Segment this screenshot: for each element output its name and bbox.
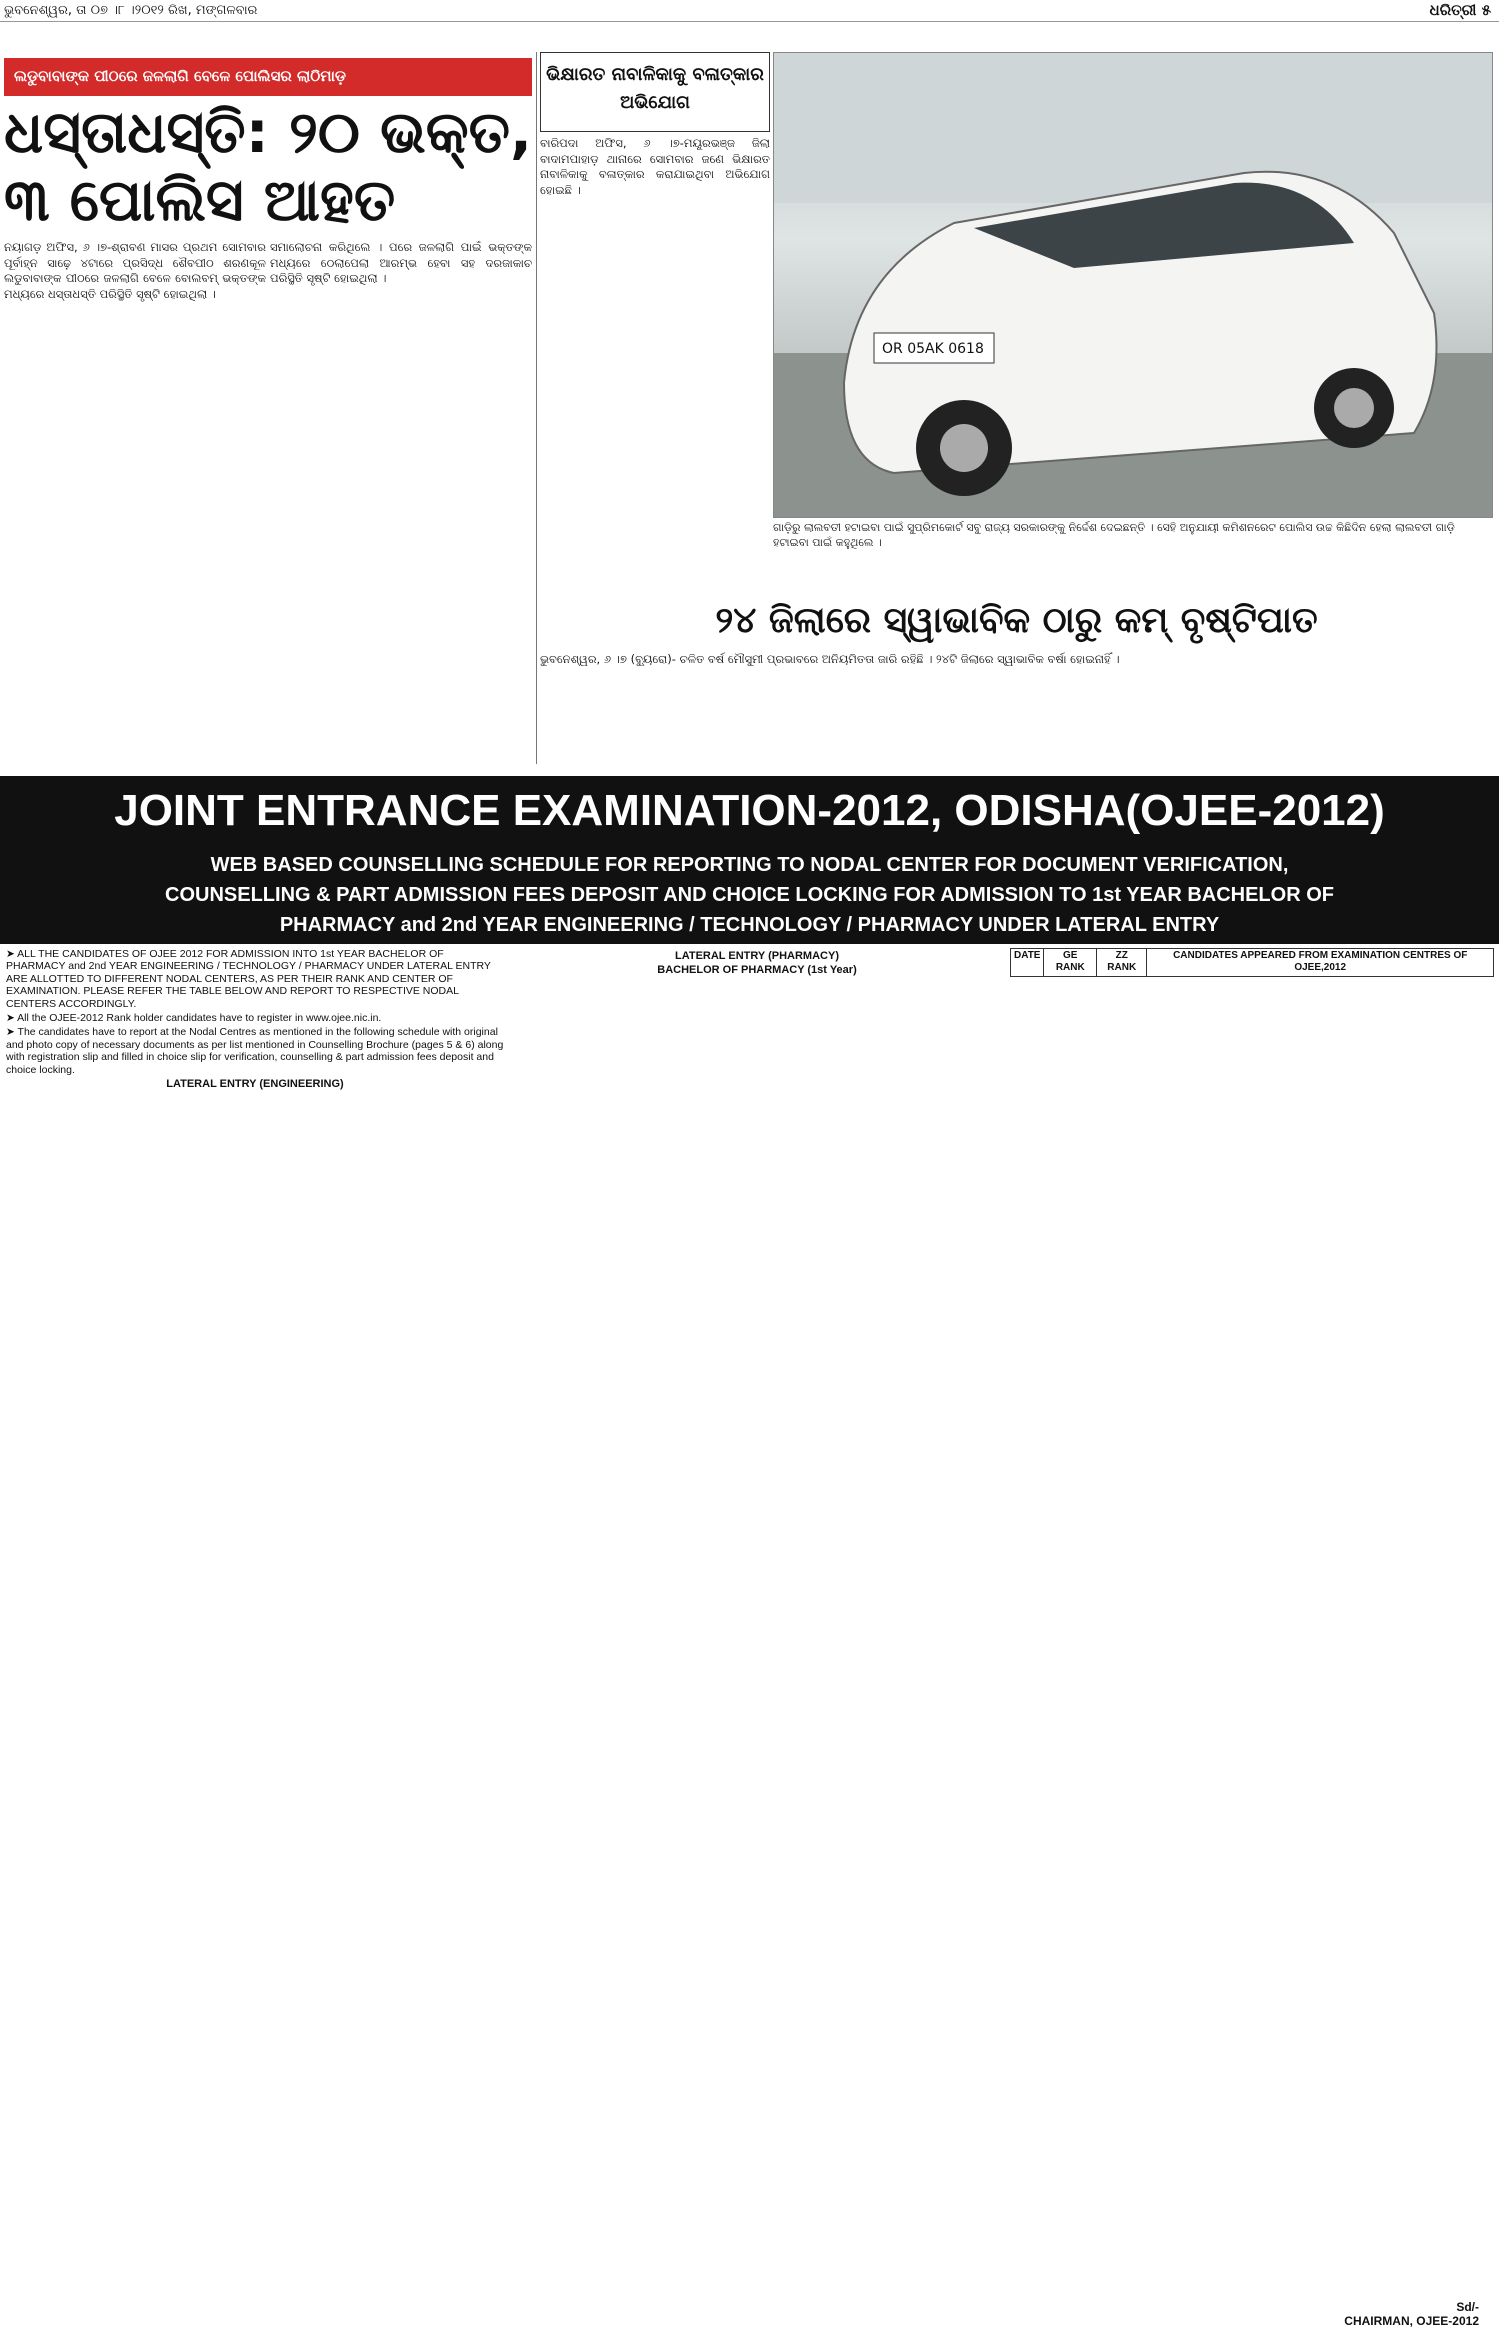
ojee-column-2 <box>508 948 1006 2328</box>
ojee-notes <box>6 948 504 1076</box>
story3-headline: ୨୪ ଜିଲାରେ ସ୍ୱାଭାବିକ ଠାରୁ କମ୍ ବୃଷ୍ଟିପାତ <box>715 600 1318 641</box>
car-photo <box>773 52 1493 518</box>
ojee-title: JOINT ENTRANCE EXAMINATION-2012, ODISHA(OJEE-2012) <box>0 776 1499 846</box>
story2-headline: ଭିକ୍ଷାରତ ନାବାଳିକାକୁ ବଳାତ୍କାର ଅଭିଯୋଗ <box>540 52 770 132</box>
col-candidates: CANDIDATES APPEARED FROM EXAMINATION CENTRES OF OJEE,2012 <box>1147 949 1494 977</box>
bpharm-title: BACHELOR OF PHARMACY (1st Year) <box>657 964 857 977</box>
story1-headline-line1: ଧସ୍ତାଧସ୍ତି: ୨୦ ଭକ୍ତ, <box>4 98 532 166</box>
ojee-subtitle-line2: COUNSELLING & PART ADMISSION FEES DEPOSIT AND CHOICE LOCKING FOR ADMISSION TO 1st YEAR BACHELOR OF <box>165 884 1334 906</box>
signature-sd: Sd/- <box>1456 2300 1479 2314</box>
photo-caption: ଗାଡ଼ିରୁ ଲାଲବତୀ ହଟାଇବା ପାଇଁ ସୁପ୍ରିମକୋର୍ଟ ସବୁ ରାଜ୍ୟ ସରକାରଙ୍କୁ ନିର୍ଦ୍ଦେଶ ଦେଇଛନ୍ତି । ସେହି ଅନୁଯାୟୀ କମିଶନରେଟ ପୋଲିସ ଉଚ୍ଚ କିଛିଦିନ ହେଲା ଲାଲବତୀ ଗାଡ଼ି ହଟାଇବା ପାଇଁ କହୁଥିଲେ । <box>773 521 1455 549</box>
number-plate-text: OR 05AK 0618 <box>882 341 984 357</box>
car-illustration <box>774 53 1493 518</box>
story1-body-col1: ନୟାଗଡ଼ ଅଫିସ, ୬ ।୭-ଶ୍ରାବଣ ମାସର ପ୍ରଥମ ସୋମବାର ପୂର୍ବାହ୍ନ ସାଢ଼େ ୪ଟାରେ ପ୍ରସିଦ୍ଧ ଶୈବପୀଠ ଶରଣକୂଳ ଲଡୁବାବାଙ୍କ ପୀଠରେ ଜଳଲାଗି ବେଳେ ବୋଲବମ୍ ଭକ୍ତଙ୍କ ମଧ୍ୟରେ ଧସ୍ତାଧସ୍ତି ପରିସ୍ଥିତି ସୃଷ୍ଟି ହୋଇଥିଲା । <box>4 240 266 301</box>
ojee-column-1 <box>6 948 504 2328</box>
building-wall <box>774 53 1493 203</box>
story2-body: ବାରିପଦା ଅଫିସ, ୬ ।୭-ମୟୂରଭଞ୍ଜ ଜିଲା ବାଦାମପାହାଡ଼ ଥାନାରେ ସୋମବାର ଜଣେ ଭିକ୍ଷାରତ ନାବାଳିକାକୁ ବଳାତ୍କାର କରାଯାଇଥିବା ଅଭିଯୋଗ ହୋଇଛି । <box>540 136 770 197</box>
signature-chairman: CHAIRMAN, OJEE-2012 <box>1344 2314 1479 2328</box>
page-header <box>0 0 1499 22</box>
nodal-table-header-sample <box>1010 948 1494 977</box>
lateral-pharmacy-title: LATERAL ENTRY (PHARMACY) <box>675 950 839 962</box>
masthead: ଧରିତ୍ରୀ ୫ <box>1429 1 1491 19</box>
front-hubcap <box>940 424 988 472</box>
story1-headline-line2: ୩ ପୋଲିସ ଆହତ <box>4 166 396 234</box>
col-zz-rank: ZZ RANK <box>1097 949 1147 977</box>
ojee-subtitle-line1: WEB BASED COUNSELLING SCHEDULE FOR REPORTING TO NODAL CENTER FOR DOCUMENT VERIFICATION, <box>210 854 1289 876</box>
lateral-engineering-title: LATERAL ENTRY (ENGINEERING) <box>166 1078 344 1091</box>
ojee-column-3 <box>1010 948 1494 2298</box>
ojee-subtitle <box>0 846 1499 944</box>
col-ge-rank: GE RANK <box>1044 949 1097 977</box>
signature-block <box>1344 2300 1479 2328</box>
dateline: ଭୁବନେଶ୍ୱର, ତା ୦୭ ।୮ ।୨୦୧୨ ରିଖ, ମଙ୍ଗଳବାର <box>4 3 258 18</box>
story3-body: ଭୁବନେଶ୍ୱର, ୬ ।୭ (ବ୍ୟୁରୋ)- ଚଳିତ ବର୍ଷ ମୌସୁମୀ ପ୍ରଭାବରେ ଅନିୟମିତତା ଜାରି ରହିଛି । ୨୪ଟି ଜିଲାରେ ସ୍ୱାଭାବିକ ବର୍ଷା ହୋଇନାହିଁ । <box>540 652 1120 666</box>
story1-kicker: ଲଡୁବାବାଙ୍କ ପୀଠରେ ଜଳଲାଗି ବେଳେ ପୋଲିସର ଲାଠିମାଡ଼ <box>4 58 532 96</box>
column-divider <box>536 52 537 764</box>
story1-headline <box>4 98 532 234</box>
ojee-note: ➤ ALL THE CANDIDATES OF OJEE 2012 FOR ADMISSION INTO 1st YEAR BACHELOR OF PHARMACY and 2nd YEAR ENGINEERING / TECHNOLOGY / PHARMACY UNDER LATERAL ENTRY ARE ALLOTTED TO DIFFERENT NODAL CENTERS, AS PER THEIR RANK AND CENTER OF EXAMINATION. PLEASE REFER THE TABLE BELOW AND REPORT TO RESPECTIVE NODAL CENTERS ACCORDINGLY. <box>6 948 491 1010</box>
ojee-note: ➤ All the OJEE-2012 Rank holder candidates have to register in www.ojee.nic.in. <box>6 1012 382 1025</box>
story1-body-col2: ସମାଲୋଚନା କରିଥିଲେ । ପରେ ଜଳଲାଗି ପାଇଁ ଭକ୍ତଙ୍କ ମଧ୍ୟରେ ଠେଲାପେଲା ଆରମ୍ଭ ହେବା ସହ ଦରଜାକାଚ ପରିସ୍ଥିତି ସୃଷ୍ଟି ହୋଇଥିଲା । <box>270 240 532 286</box>
rear-hubcap <box>1334 388 1374 428</box>
table-header-row <box>1011 949 1494 977</box>
ojee-note: ➤ The candidates have to report at the Nodal Centres as mentioned in the following schedule with original and photo copy of necessary documents as per list mentioned in Counselling Brochure (pages 5 & 6) along with registration slip and filled in choice slip for verification, counselling & part admission fees deposit and choice locking. <box>6 1026 504 1076</box>
ojee-subtitle-line3: PHARMACY and 2nd YEAR ENGINEERING / TECHNOLOGY / PHARMACY UNDER LATERAL ENTRY <box>279 914 1220 936</box>
col-date: DATE <box>1011 949 1044 977</box>
